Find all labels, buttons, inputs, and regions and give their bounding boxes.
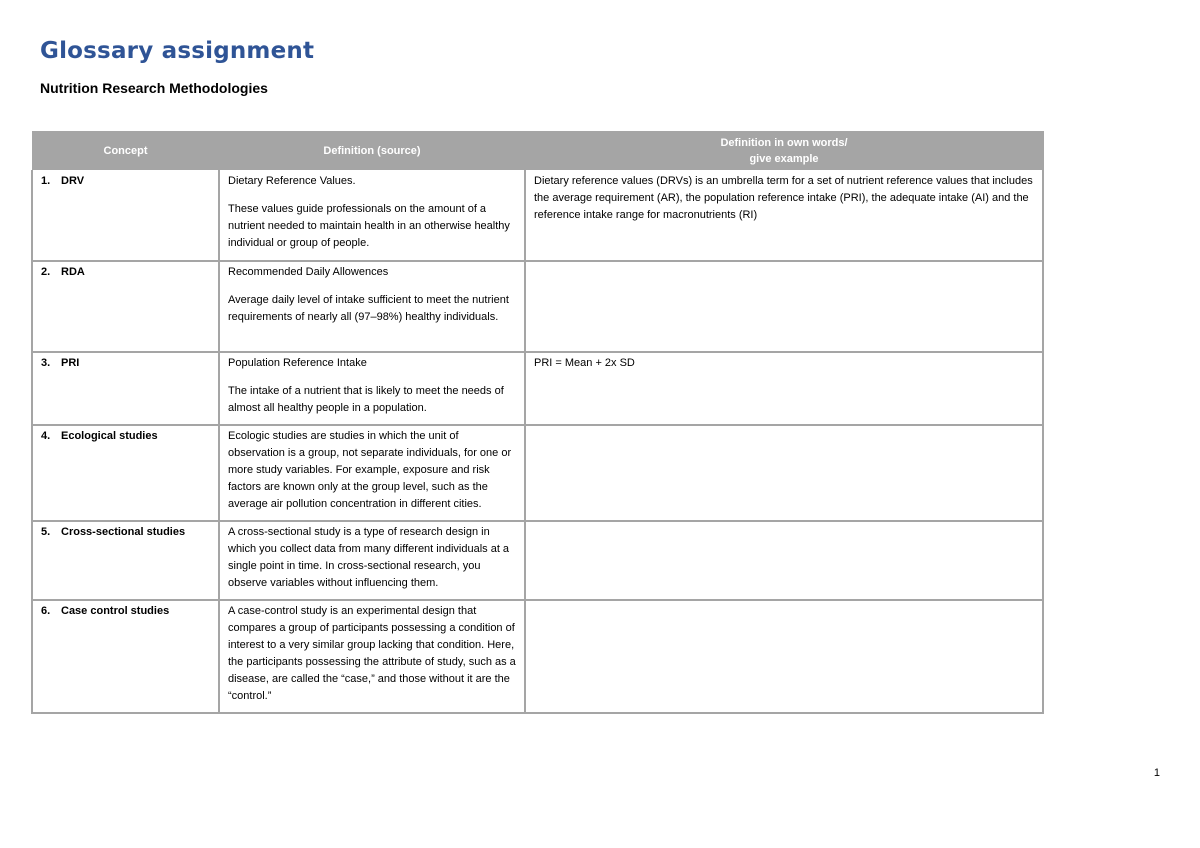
definition-cell xyxy=(219,171,525,261)
table-row xyxy=(32,600,1043,713)
definition-cell xyxy=(219,521,525,600)
term-number: 4. xyxy=(41,429,51,442)
definition-text: A case-control study is an experimental design that compares a group of participants possessing a condition of interest to a very similar group lacking that condition. Here, the participants possessing the attribute of study, such as a disease, are called the “case,” and those without it are the “control.” xyxy=(228,604,516,702)
glossary-table xyxy=(31,131,1044,714)
definition-text: A cross-sectional study is a type of research design in which you collect data from many different individuals at a single point in time. In cross-sectional research, you observe variables without influencing them. xyxy=(228,525,510,589)
header-definition-source: Definition (source) xyxy=(219,132,525,171)
document-title: Glossary assignment xyxy=(40,38,315,64)
concept-cell xyxy=(32,261,219,352)
definition-cell xyxy=(219,600,525,713)
table-row xyxy=(32,521,1043,600)
definition-text: Ecologic studies are studies in which the unit of observation is a group, not separate individuals, for one or more study variables. For example, exposure and risk factors are known only at the group level, such as the average air pollution concentration in different cities. xyxy=(228,429,512,510)
document-subtitle: Nutrition Research Methodologies xyxy=(40,80,268,96)
definition-body: Average daily level of intake sufficient to meet the nutrient requirements of nearly all (97–98%) healthy individuals. xyxy=(228,293,509,323)
header-concept: Concept xyxy=(32,132,219,171)
table-row xyxy=(32,352,1043,425)
term-name: Ecological studies xyxy=(61,429,158,442)
concept-cell xyxy=(32,425,219,521)
page-number: 1 xyxy=(1153,767,1160,779)
term-number: 3. xyxy=(41,356,51,369)
table-header-row xyxy=(32,132,1043,171)
concept-cell xyxy=(32,352,219,425)
concept-cell xyxy=(32,521,219,600)
term-number: 6. xyxy=(41,604,51,617)
term-name: PRI xyxy=(61,356,80,369)
own-words-cell[interactable] xyxy=(525,521,1043,600)
own-words-cell[interactable]: Dietary reference values (DRVs) is an umbrella term for a set of nutrient reference values that includes the average requirement (AR), the population reference intake (PRI), the adequate intake (AI) and the reference intake range for macronutrients (RI) xyxy=(525,171,1043,261)
header-own-words-line2: give example xyxy=(749,153,819,165)
table-row xyxy=(32,261,1043,352)
concept-cell xyxy=(32,600,219,713)
term-number: 2. xyxy=(41,265,51,278)
definition-cell xyxy=(219,261,525,352)
term-name: Cross-sectional studies xyxy=(61,525,186,538)
definition-body: The intake of a nutrient that is likely to meet the needs of almost all healthy people in a population. xyxy=(228,384,504,414)
term-number: 1. xyxy=(41,175,51,187)
term-number: 5. xyxy=(41,525,51,538)
header-own-words-line1: Definition in own words/ xyxy=(720,137,848,149)
header-own-words xyxy=(525,132,1043,171)
table-row xyxy=(32,171,1043,261)
definition-cell xyxy=(219,425,525,521)
own-words-cell[interactable]: PRI = Mean + 2x SD xyxy=(525,352,1043,425)
table-row xyxy=(32,425,1043,521)
own-words-cell[interactable] xyxy=(525,425,1043,521)
term-name: DRV xyxy=(61,175,85,187)
term-name: RDA xyxy=(61,265,85,278)
own-words-cell[interactable] xyxy=(525,261,1043,352)
concept-cell xyxy=(32,171,219,261)
definition-title: Population Reference Intake xyxy=(228,356,367,369)
definition-body: These values guide professionals on the amount of a nutrient needed to maintain health in an otherwise healthy individual or group of people. xyxy=(228,203,510,249)
own-words-cell[interactable] xyxy=(525,600,1043,713)
term-name: Case control studies xyxy=(61,604,170,617)
definition-title: Recommended Daily Allowences xyxy=(228,265,389,278)
definition-title: Dietary Reference Values. xyxy=(228,175,356,187)
definition-cell xyxy=(219,352,525,425)
